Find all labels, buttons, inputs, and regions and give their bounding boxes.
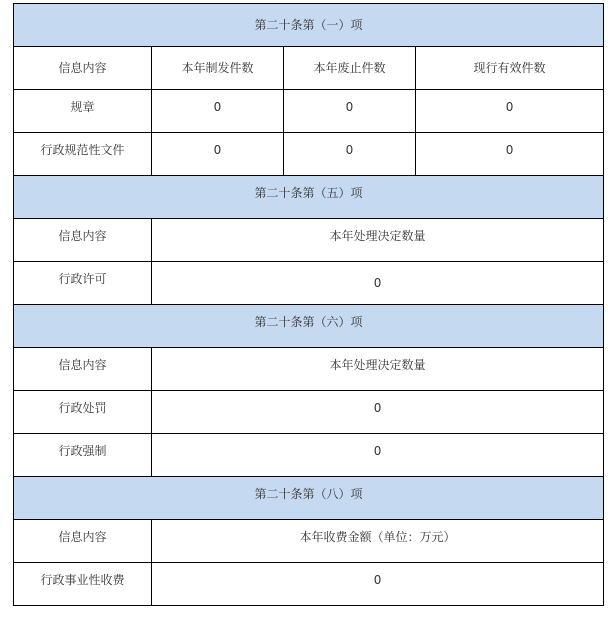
column-header: 本年收费金额（单位：万元） — [152, 520, 604, 563]
column-header: 本年制发件数 — [152, 47, 284, 90]
column-header: 信息内容 — [14, 219, 152, 262]
section-header — [14, 477, 604, 520]
column-header-row — [14, 219, 604, 262]
table-row — [14, 262, 604, 305]
table-cell: 0 — [152, 563, 604, 606]
column-header: 本年废止件数 — [284, 47, 416, 90]
table-row — [14, 133, 604, 176]
table-row — [14, 391, 604, 434]
column-header-row — [14, 348, 604, 391]
column-header: 本年处理决定数量 — [152, 348, 604, 391]
section-header — [14, 305, 604, 348]
section-title: 第二十条第（八）项 — [14, 477, 604, 520]
table-cell: 0 — [284, 133, 416, 176]
table-cell: 0 — [416, 133, 604, 176]
column-header-row — [14, 47, 604, 90]
column-header: 信息内容 — [14, 47, 152, 90]
table-cell: 0 — [152, 391, 604, 434]
table-row — [14, 563, 604, 606]
table-cell: 0 — [152, 133, 284, 176]
section-title: 第二十条第（一）项 — [14, 4, 604, 47]
column-header: 现行有效件数 — [416, 47, 604, 90]
row-label: 行政许可 — [14, 262, 152, 305]
section-header — [14, 4, 604, 47]
section-title: 第二十条第（六）项 — [14, 305, 604, 348]
table-row — [14, 90, 604, 133]
row-label: 规章 — [14, 90, 152, 133]
table-cell: 0 — [416, 90, 604, 133]
table-row — [14, 434, 604, 477]
row-label: 行政规范性文件 — [14, 133, 152, 176]
row-label: 行政事业性收费 — [14, 563, 152, 606]
table-cell: 0 — [152, 262, 604, 305]
section-title: 第二十条第（五）项 — [14, 176, 604, 219]
column-header: 信息内容 — [14, 520, 152, 563]
disclosure-table — [13, 3, 604, 606]
table-cell: 0 — [152, 90, 284, 133]
row-label: 行政强制 — [14, 434, 152, 477]
column-header: 本年处理决定数量 — [152, 219, 604, 262]
column-header: 信息内容 — [14, 348, 152, 391]
table-cell: 0 — [284, 90, 416, 133]
column-header-row — [14, 520, 604, 563]
section-header — [14, 176, 604, 219]
table-cell: 0 — [152, 434, 604, 477]
row-label: 行政处罚 — [14, 391, 152, 434]
